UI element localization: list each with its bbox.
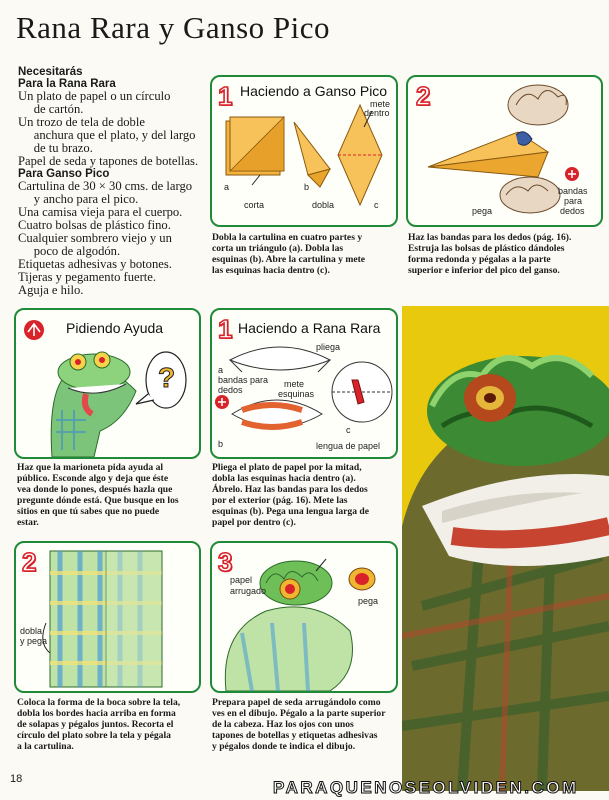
diagram-label: para [564, 196, 583, 206]
caption-line: superior e inferior del pico del ganso. [408, 265, 560, 276]
material-item: de tu brazo. [18, 141, 93, 155]
rana-step-2-caption [17, 697, 207, 752]
diagram-label: esquinas [278, 389, 315, 399]
step-number: 1 [218, 314, 233, 344]
material-item: Cualquier sombrero viejo y un [18, 231, 172, 245]
rana-step-1-panel [210, 308, 398, 459]
diagram-label: dedos [218, 385, 243, 395]
caption-line: pregunte dónde está. Que busque en los [17, 495, 179, 506]
step-number: 2 [22, 547, 37, 577]
caption-line: Haz que la marioneta pida ayuda al [17, 462, 164, 473]
caption-line: dobla los bordes hacia arriba en forma [17, 708, 176, 719]
diagram-label: b [218, 439, 224, 449]
caption-line: por el exterior (pág. 16). Mete las [212, 495, 348, 506]
ganso-fold-diagram [212, 77, 396, 225]
material-item: Papel de seda y tapones de botellas. [18, 154, 199, 168]
material-item: anchura que el plato, y del largo [18, 128, 196, 142]
diagram-label: c [374, 200, 379, 210]
rana-step-3-caption [212, 697, 408, 752]
diagram-label: lengua de papel [316, 441, 381, 451]
ganso-step-1-caption [212, 232, 402, 276]
rana-step-2-panel [14, 541, 201, 693]
caption-line: las esquinas hacia dentro (c). [212, 265, 330, 276]
diagram-label: pega [358, 596, 379, 606]
step-number: 2 [416, 81, 431, 111]
diagram-label: c [346, 425, 351, 435]
caption-line: a la cartulina. [17, 741, 74, 752]
watermark: PARAQUENOSEOLVIDEN.COM [273, 778, 579, 797]
diagram-label: corta [244, 200, 265, 210]
material-item: Aguja e hilo. [18, 283, 84, 297]
diagram-label: dobla [312, 200, 335, 210]
rana-step-1-caption [212, 462, 408, 528]
rana-step-3-panel [210, 541, 398, 693]
caption-line: público. Esconde algo y deja que éste [17, 473, 169, 484]
ganso-materials-heading: Para Ganso Pico [18, 168, 110, 180]
material-item: y ancho para el pico. [18, 192, 139, 206]
caption-line: estar. [17, 517, 39, 528]
material-item: Etiquetas adhesivas y botones. [18, 257, 172, 271]
diagram-label: b [304, 182, 310, 192]
caption-line: vea donde lo pones, después hazla que [17, 484, 173, 495]
panel-title: Haciendo a Ganso Pico [240, 83, 388, 99]
diagram-label: mete [370, 99, 391, 109]
diagram-label: bandas [558, 186, 588, 196]
rana-materials-heading: Para la Rana Rara [18, 78, 116, 90]
caption-line: Ábrelo. Haz las bandas para los dedos [212, 484, 368, 495]
caption-line: dobla las esquinas hacia dentro (a). [212, 473, 356, 484]
caption-line: Prepara papel de seda arrugándolo como [212, 697, 381, 708]
caption-line: tapones de botellas y etiquetas adhesivas [212, 730, 378, 741]
caption-line: y pégalos donde te indica el dibujo. [212, 741, 356, 752]
diagram-label: arrugado [230, 586, 267, 596]
caption-line: ves en el dibujo. Pégalo a la parte superior [212, 708, 386, 719]
ganso-step-2-panel [406, 75, 603, 227]
caption-line: forma redonda y pégalas a la parte [408, 254, 551, 265]
material-item: Cartulina de 30 × 30 cms. de largo [18, 179, 193, 193]
caption-line: esquinas (b). Abre la cartulina y mete [212, 254, 366, 265]
diagram-label: dentro [364, 108, 390, 118]
ayuda-caption [17, 462, 207, 528]
page-number: 18 [10, 773, 23, 785]
ganso-step-1-panel [210, 75, 398, 227]
step-number: 3 [218, 547, 233, 577]
caption-line: sitios en que tú sabes que no puede [17, 506, 160, 517]
question-mark: ? [158, 362, 176, 393]
diagram-label: pega [472, 206, 493, 216]
caption-line: Coloca la forma de la boca sobre la tela, [17, 697, 181, 708]
material-item: Tijeras y pegamento fuerte. [18, 270, 157, 284]
step-number: 1 [218, 81, 233, 111]
diagram-label: mete [284, 379, 305, 389]
caption-line: Haz las bandas para los dedos (pág. 16). [408, 232, 572, 243]
caption-line: corta un triángulo (a). Dobla las [212, 243, 344, 254]
caption-line: de solapas y pégalos juntos. Recorta el [17, 719, 174, 730]
diagram-label: y pega [20, 636, 48, 646]
ganso-step-2-caption [408, 232, 603, 276]
material-item: Un plato de papel o un círculo [18, 89, 171, 103]
panel-title: Pidiendo Ayuda [66, 320, 164, 336]
caption-line: esquinas (b). Pega una lengua larga de [212, 506, 369, 517]
diagram-label: a [224, 182, 230, 192]
caption-line: círculo del plato sobre la tela y pégala [17, 730, 171, 741]
diagram-label: dedos [560, 206, 585, 216]
material-item: Cuatro bolsas de plástico fino. [18, 218, 171, 232]
material-item: de cartón. [18, 102, 84, 116]
ayuda-panel [14, 308, 201, 459]
caption-line: Pliega el plato de papel por la mitad, [212, 462, 362, 473]
rana-head-diagram [212, 543, 396, 691]
diagram-label: dobla [20, 626, 43, 636]
materials-heading: Necesitarás [18, 66, 83, 78]
material-item: poco de algodón. [18, 244, 121, 258]
diagram-label: papel [230, 575, 253, 585]
diagram-label: pliega [316, 342, 341, 352]
panel-title: Haciendo a Rana Rara [238, 320, 381, 336]
caption-line: Dobla la cartulina en cuatro partes y [212, 232, 363, 243]
materials-list [18, 66, 208, 297]
caption-line: papel por dentro (c). [212, 517, 296, 528]
caption-line: Estruja las bolsas de plástico dándoles [408, 243, 565, 254]
material-item: Un trozo de tela de doble [18, 115, 145, 129]
diagram-label: a [218, 365, 224, 375]
frog-puppet-photo [402, 306, 609, 791]
caption-line: de la cabeza. Haz los ojos con unos [212, 719, 354, 730]
diagram-label: bandas para [218, 375, 269, 385]
cloth-fold-diagram [16, 543, 199, 691]
page-title: Rana Rara y Ganso Pico [16, 10, 331, 45]
material-item: Una camisa vieja para el cuerpo. [18, 205, 183, 219]
